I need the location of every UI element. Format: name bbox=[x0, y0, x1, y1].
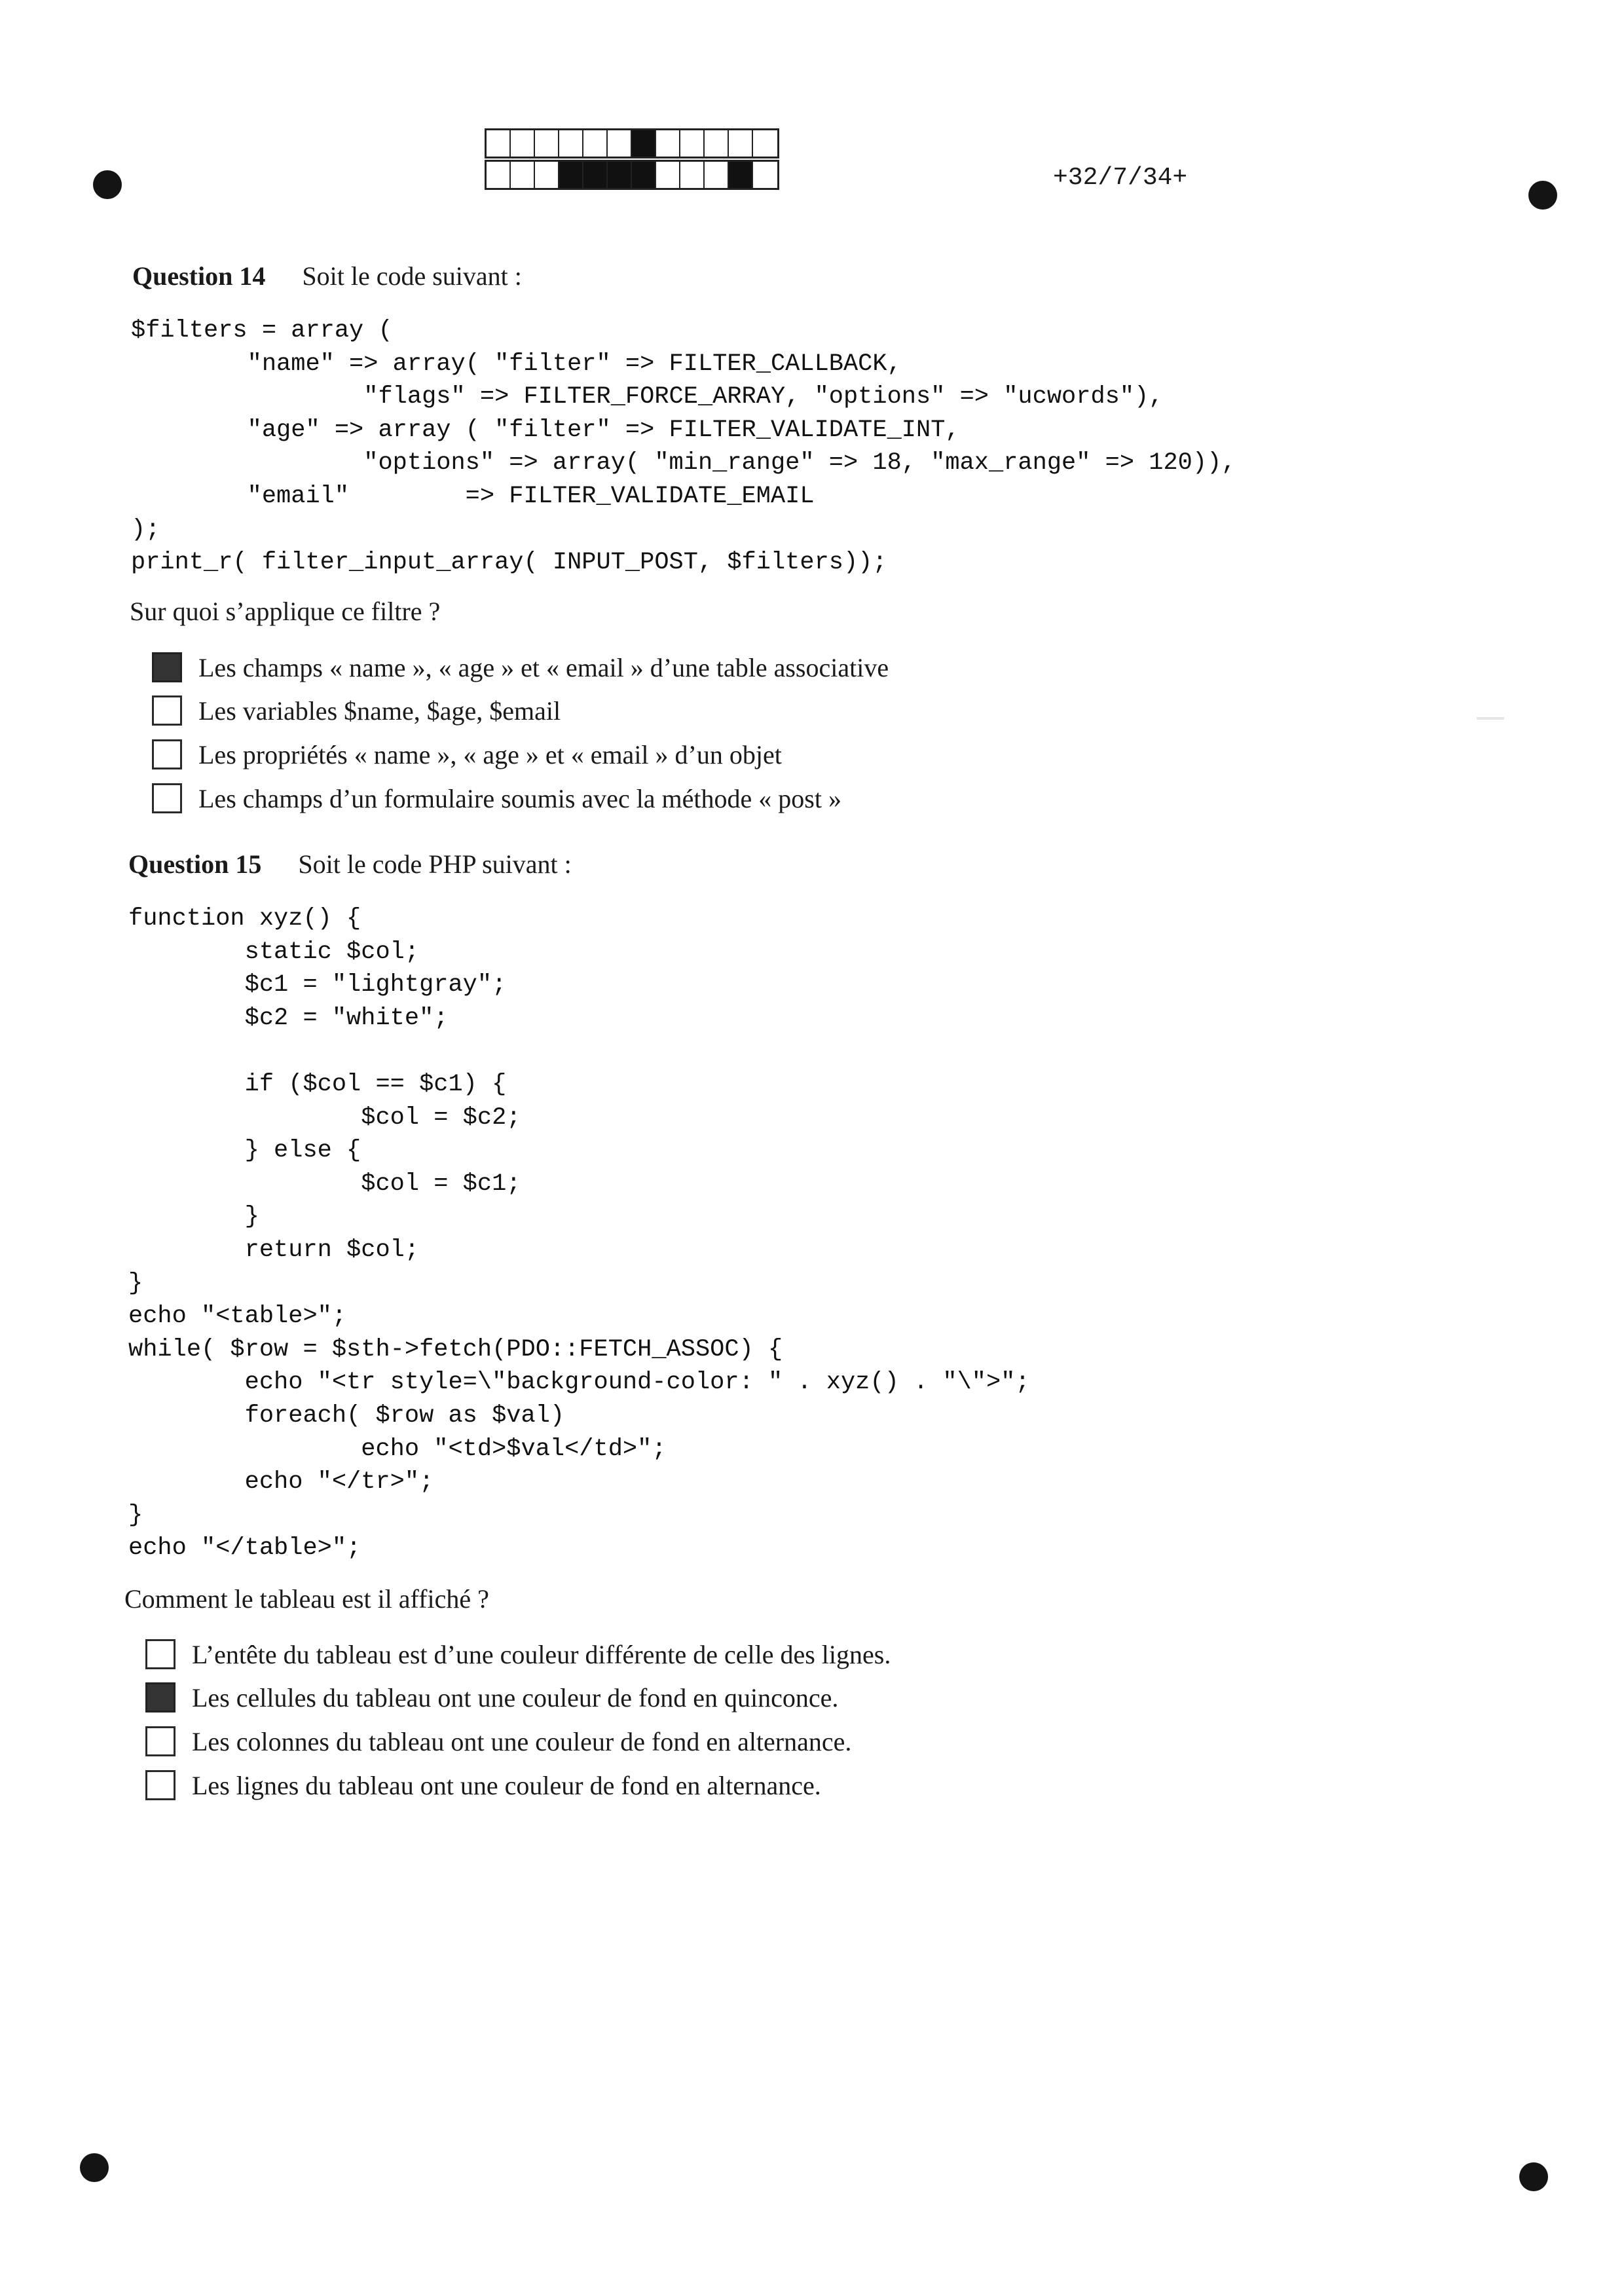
answer-label: Les lignes du tableau ont une couleur de fond en alternance. bbox=[192, 1770, 821, 1800]
answer-label: Les cellules du tableau ont une couleur de fond en quinconce. bbox=[192, 1682, 839, 1713]
barcode-cell-empty bbox=[705, 130, 729, 157]
barcode-cell-empty bbox=[680, 130, 705, 157]
q14-answer-2[interactable] bbox=[152, 692, 561, 729]
answer-checkbox-checked[interactable] bbox=[145, 1682, 175, 1713]
q14-answer-3[interactable] bbox=[152, 736, 782, 773]
registration-mark-top-left bbox=[93, 170, 122, 199]
q14-answer-4[interactable] bbox=[152, 780, 841, 817]
barcode-cell-empty bbox=[608, 130, 632, 157]
answer-checkbox-checked[interactable] bbox=[152, 652, 182, 682]
barcode-cell-empty bbox=[753, 130, 777, 157]
answer-label: Les colonnes du tableau ont une couleur de fond en alternance. bbox=[192, 1726, 852, 1756]
barcode-cell-filled bbox=[729, 162, 753, 188]
answer-checkbox[interactable] bbox=[152, 695, 182, 726]
barcode-cell-empty bbox=[753, 162, 777, 188]
registration-mark-top-right bbox=[1528, 181, 1557, 210]
barcode-cell-empty bbox=[656, 130, 680, 157]
registration-mark-bottom-left bbox=[80, 2153, 109, 2182]
answer-label: Les propriétés « name », « age » et « email » d’un objet bbox=[198, 739, 782, 769]
answer-checkbox[interactable] bbox=[145, 1726, 175, 1756]
barcode-cell-empty bbox=[535, 162, 559, 188]
barcode-cell-empty bbox=[511, 162, 535, 188]
barcode-cell-empty bbox=[705, 162, 729, 188]
question-number: Question 14 bbox=[132, 261, 266, 291]
question-15-code: function xyz() { static $col; $c1 = "lightgray"; $c2 = "white"; if ($col == $c1) { $col = $c2; } else { $col = $c1; } return $col; } echo "<table>"; while( $row = $sth->fetch(PDO::FETCH_ASSOC) { echo "<tr style=\"background-color: " . xyz() . "\">"; foreach( $row as $val) echo "<td>$val</td>"; echo "</tr>"; } echo "</table>"; bbox=[128, 905, 1030, 1563]
question-intro: Soit le code PHP suivant : bbox=[298, 849, 572, 879]
q15-answer-4[interactable] bbox=[145, 1767, 821, 1804]
scan-smudge bbox=[1477, 717, 1504, 720]
q15-answer-1[interactable] bbox=[145, 1636, 891, 1673]
question-14-header bbox=[132, 261, 522, 291]
answer-label: L’entête du tableau est d’une couleur différente de celle des lignes. bbox=[192, 1639, 891, 1669]
question-14-prompt: Sur quoi s’applique ce filtre ? bbox=[130, 597, 441, 626]
answer-checkbox[interactable] bbox=[145, 1770, 175, 1800]
barcode-cell-filled bbox=[559, 162, 583, 188]
q14-answer-1[interactable] bbox=[152, 649, 889, 686]
page-id: +32/7/34+ bbox=[1053, 164, 1188, 192]
registration-mark-bottom-right bbox=[1519, 2162, 1548, 2191]
question-number: Question 15 bbox=[128, 849, 262, 879]
answer-label: Les variables $name, $age, $email bbox=[198, 695, 561, 726]
barcode-cell-empty bbox=[487, 162, 511, 188]
answer-label: Les champs d’un formulaire soumis avec la méthode « post » bbox=[198, 783, 841, 813]
question-15-prompt: Comment le tableau est il affiché ? bbox=[124, 1584, 489, 1614]
barcode-cell-empty bbox=[559, 130, 583, 157]
barcode-row-2 bbox=[485, 160, 779, 190]
question-14-code: $filters = array ( "name" => array( "filter" => FILTER_CALLBACK, "flags" => FILTER_FORCE_ARRAY, "options" => "ucwords"), "age" => array ( "filter" => FILTER_VALIDATE_INT, "options" => array( "min_range" => 18, "max_range" => 120)), "email" => FILTER_VALIDATE_EMAIL ); print_r( filter_input_array( INPUT_POST, $filters)); bbox=[131, 317, 1236, 577]
barcode-cell-empty bbox=[729, 130, 753, 157]
answer-label: Les champs « name », « age » et « email » d’une table associative bbox=[198, 652, 889, 682]
question-15-header bbox=[128, 849, 572, 880]
barcode-cell-filled bbox=[632, 162, 656, 188]
q15-answer-3[interactable] bbox=[145, 1723, 851, 1760]
barcode-cell-empty bbox=[583, 130, 608, 157]
barcode-cell-empty bbox=[656, 162, 680, 188]
barcode-cell-empty bbox=[680, 162, 705, 188]
answer-checkbox[interactable] bbox=[152, 783, 182, 813]
question-intro: Soit le code suivant : bbox=[302, 261, 522, 291]
answer-checkbox[interactable] bbox=[152, 739, 182, 769]
barcode-cell-filled bbox=[608, 162, 632, 188]
answer-checkbox[interactable] bbox=[145, 1639, 175, 1669]
barcode-cell-empty bbox=[511, 130, 535, 157]
q15-answer-2[interactable] bbox=[145, 1679, 838, 1716]
barcode-cell-empty bbox=[535, 130, 559, 157]
barcode-cell-empty bbox=[487, 130, 511, 157]
barcode-cell-filled bbox=[632, 130, 656, 157]
barcode-cell-filled bbox=[583, 162, 608, 188]
barcode-row-1 bbox=[485, 128, 779, 158]
